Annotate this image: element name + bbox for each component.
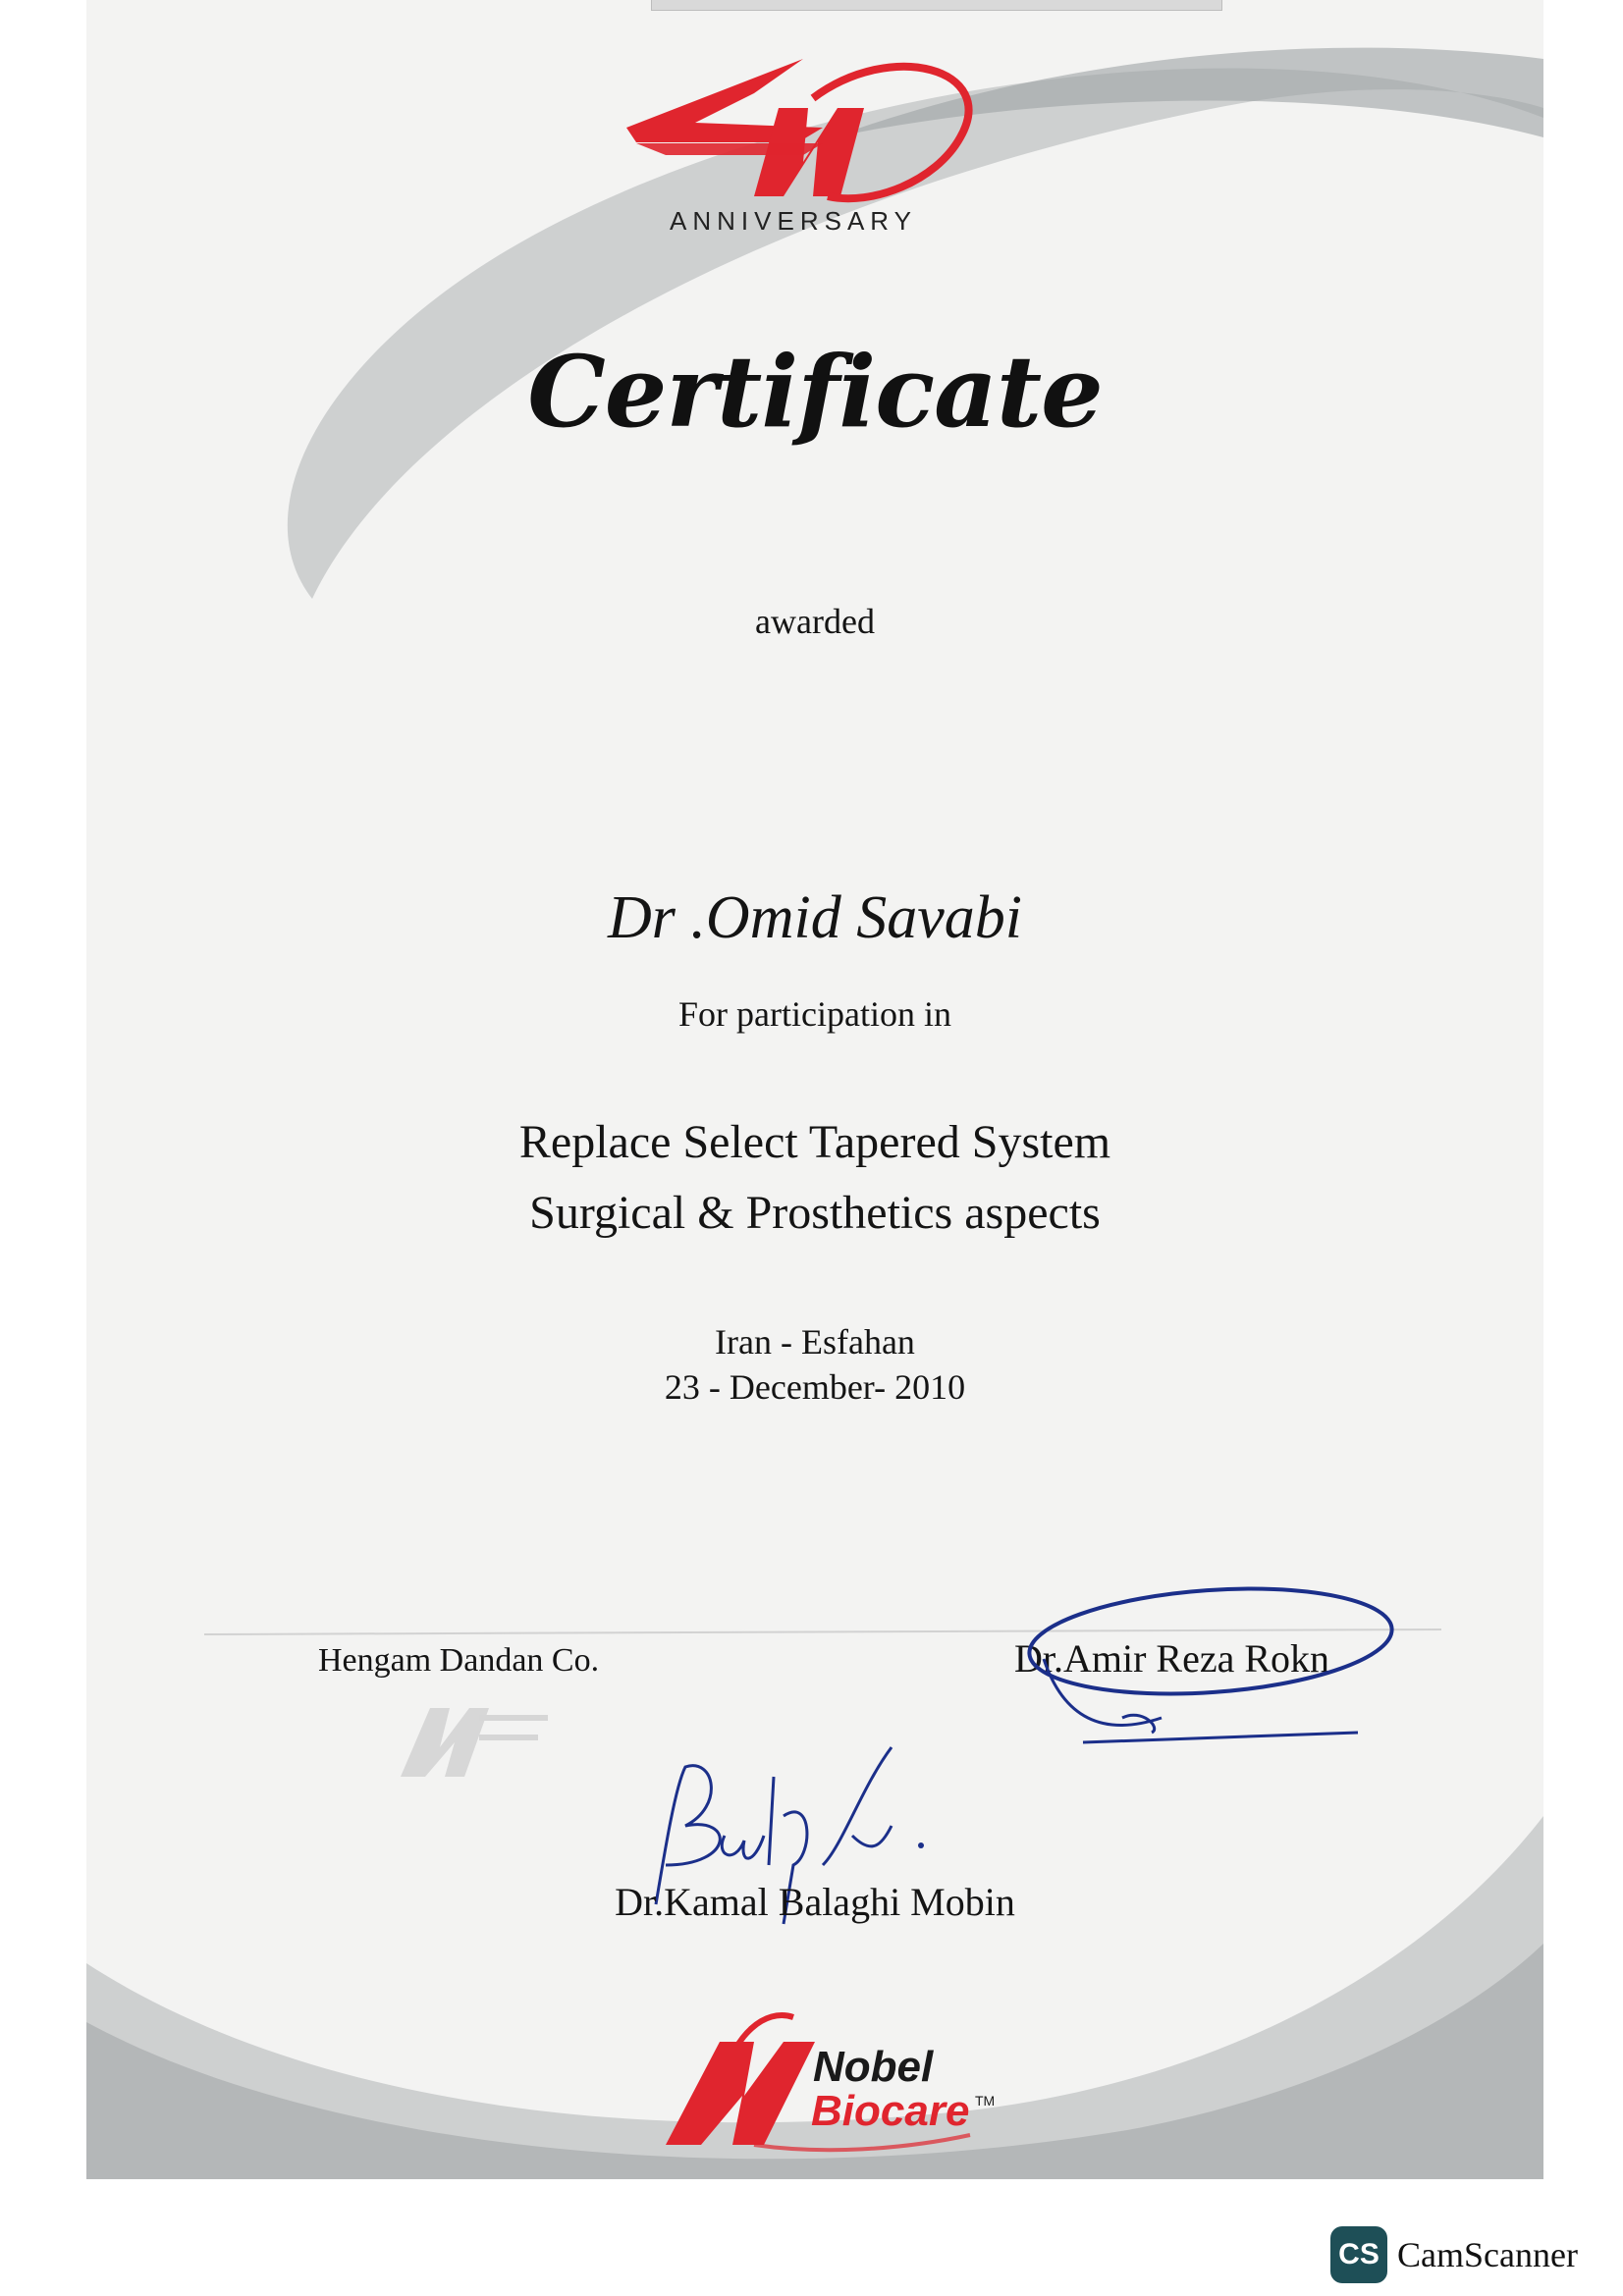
certificate-sheet [86, 0, 1543, 2179]
company-name: Hengam Dandan Co. [318, 1642, 600, 1679]
recipient-name: Dr .Omid Savabi [608, 884, 1022, 951]
camscanner-icon: CS [1330, 2226, 1387, 2283]
company-stamp [381, 1688, 577, 1796]
scan-edge-strip [651, 0, 1222, 11]
signature-right [1004, 1571, 1417, 1767]
anniversary-label: ANNIVERSARY [670, 206, 917, 236]
camscanner-watermark [1330, 2226, 1578, 2283]
event-location: Iran - Esfahan [715, 1322, 915, 1362]
certificate-title: Certificate [527, 334, 1103, 450]
signatory-right-name: Dr.Amir Reza Rokn [1014, 1636, 1330, 1681]
course-title-line-2: Surgical & Prosthetics aspects [529, 1187, 1101, 1239]
signatory-center-name: Dr.Kamal Balaghi Mobin [615, 1880, 1015, 1924]
event-date: 23 - December- 2010 [664, 1367, 966, 1407]
trademark-mark: TM [975, 2093, 996, 2109]
participation-text: For participation in [678, 994, 951, 1034]
brand-name-line-1: Nobel [813, 2043, 934, 2091]
nobel-biocare-logo [646, 1998, 1098, 2155]
camscanner-label: CamScanner [1397, 2235, 1578, 2274]
course-title-line-1: Replace Select Tapered System [518, 1116, 1111, 1168]
brand-name-line-2: Biocare [811, 2087, 970, 2135]
awarded-text: awarded [755, 602, 875, 641]
